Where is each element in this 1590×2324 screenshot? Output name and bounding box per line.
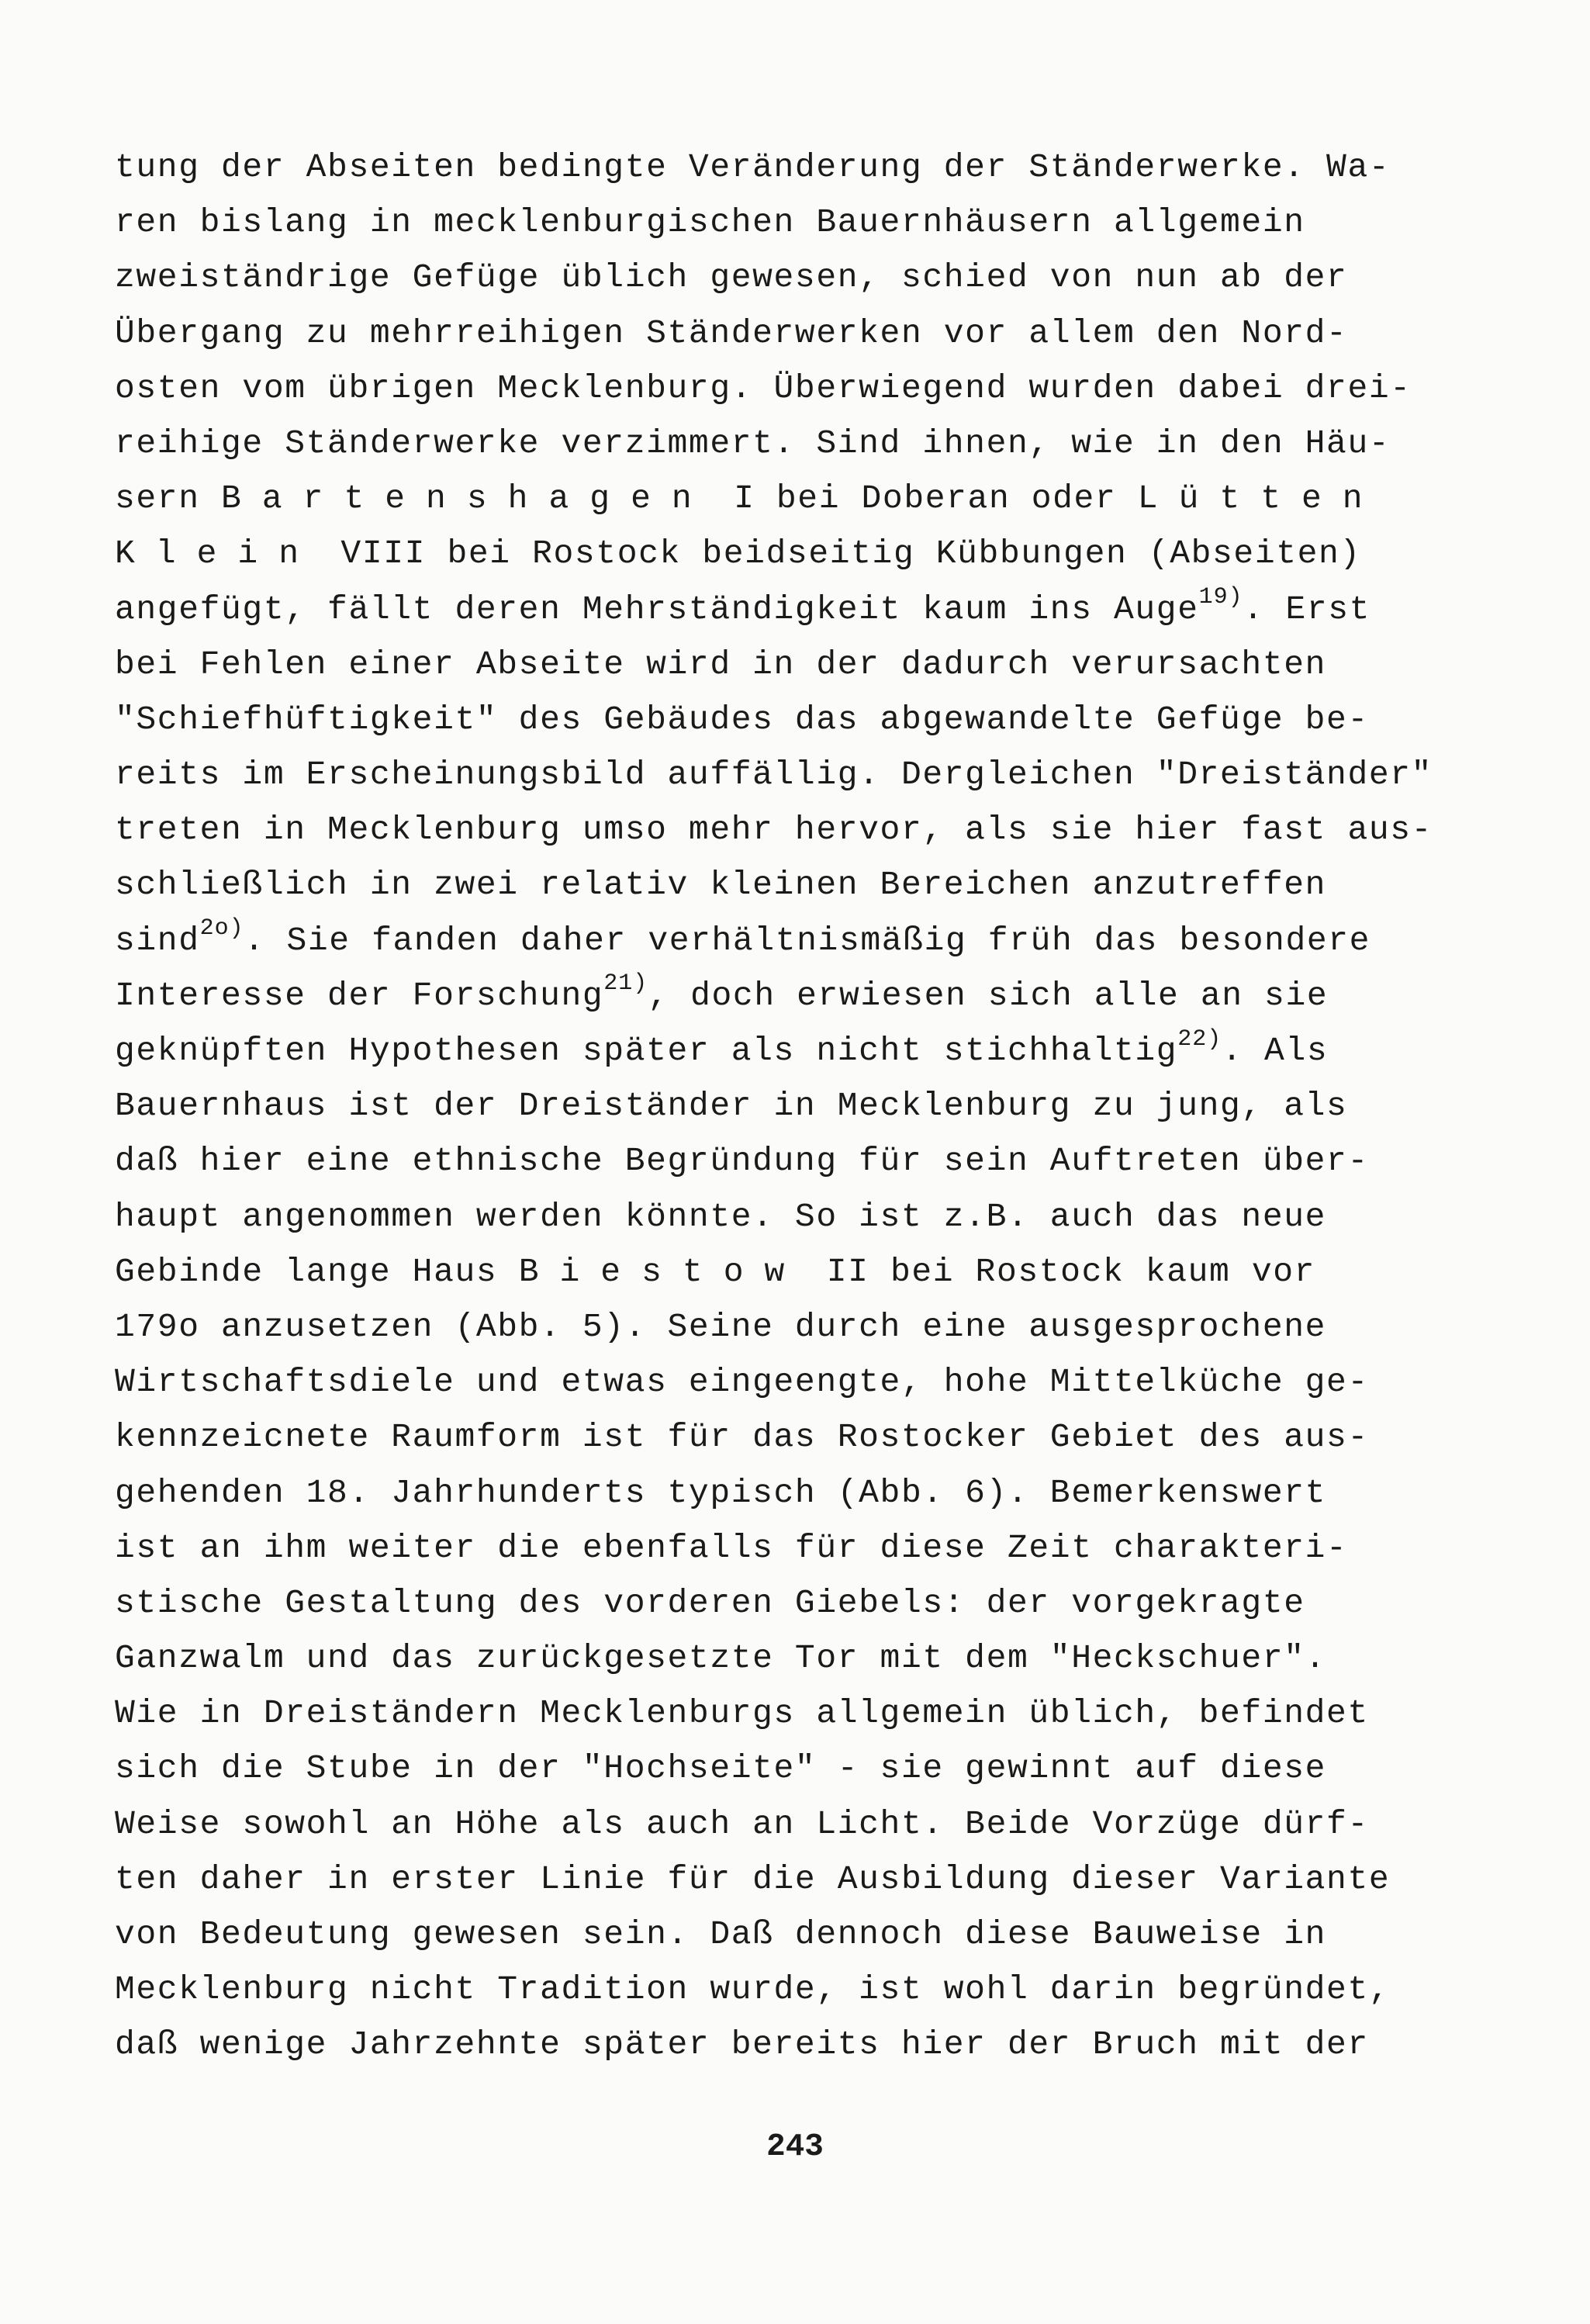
- footnote-reference: 19): [1198, 584, 1243, 611]
- text-line: [115, 306, 1511, 361]
- text-segment: Gebinde lange Haus: [115, 1252, 519, 1291]
- text-segment: "Schiefhüftigkeit" des Gebäudes das abgewandelte Gefüge be-: [115, 700, 1369, 738]
- text-segment: 179o anzusetzen (Abb. 5). Seine durch eine ausgesprochene: [115, 1307, 1327, 1346]
- text-line: [115, 1575, 1511, 1631]
- text-segment: kennzeicnete Raumform ist für das Rostocker Gebiet des aus-: [115, 1418, 1369, 1457]
- text-segment: zweiständrige Gefüge üblich gewesen, schied von nun ab der: [115, 258, 1348, 297]
- text-segment: tung der Abseiten bedingte Veränderung der Ständerwerke. Wa-: [115, 148, 1391, 186]
- text-segment: II bei Rostock kaum vor: [805, 1252, 1316, 1291]
- text-line: [115, 1962, 1511, 2017]
- text-line: [115, 1686, 1511, 1741]
- text-segment: sern: [115, 479, 222, 518]
- spaced-place-name: Bartenshagen: [221, 479, 713, 518]
- body-text: [115, 140, 1511, 2073]
- text-segment: sich die Stube in der "Hochseite" - sie gewinnt auf diese: [115, 1749, 1327, 1788]
- text-line: [115, 140, 1511, 195]
- text-line: [115, 471, 1511, 526]
- text-segment: gehenden 18. Jahrhunderts typisch (Abb. 6). Bemerkenswert: [115, 1473, 1327, 1512]
- text-line: [115, 1354, 1511, 1409]
- text-line: [115, 1852, 1511, 1907]
- text-line: [115, 1631, 1511, 1686]
- text-segment: , doch erwiesen sich alle an sie: [648, 976, 1329, 1015]
- text-segment: Wie in Dreiständern Mecklenburgs allgemein üblich, befindet: [115, 1694, 1369, 1733]
- text-segment: ist an ihm weiter die ebenfalls für diese Zeit charakteri-: [115, 1528, 1348, 1567]
- text-segment: . Als: [1222, 1032, 1329, 1070]
- spaced-place-name: Lütten: [1137, 479, 1384, 518]
- text-line: [115, 747, 1511, 802]
- text-line: [115, 1023, 1511, 1078]
- text-segment: VIII bei Rostock beidseitig Kübbungen (Abseiten): [320, 534, 1361, 573]
- text-segment: Bauernhaus ist der Dreiständer in Mecklenburg zu jung, als: [115, 1087, 1348, 1126]
- text-segment: Ganzwalm und das zurückgesetzte Tor mit dem "Heckschuer".: [115, 1639, 1327, 1678]
- text-segment: ren bislang in mecklenburgischen Bauernhäusern allgemein: [115, 203, 1305, 242]
- text-segment: treten in Mecklenburg umso mehr hervor, als sie hier fast aus-: [115, 811, 1433, 849]
- text-line: [115, 2017, 1511, 2072]
- text-line: [115, 1465, 1511, 1520]
- footnote-reference: 21): [603, 970, 648, 998]
- spaced-place-name: Klein: [115, 534, 320, 573]
- text-segment: Wirtschaftsdiele und etwas eingeengte, hohe Mittelküche ge-: [115, 1363, 1369, 1402]
- text-line: [115, 1741, 1511, 1796]
- text-line: [115, 250, 1511, 305]
- text-segment: reihige Ständerwerke verzimmert. Sind ihnen, wie in den Häu-: [115, 424, 1391, 462]
- text-line: [115, 1189, 1511, 1244]
- text-segment: schließlich in zwei relativ kleinen Bereichen anzutreffen: [115, 866, 1327, 904]
- text-line: [115, 1907, 1511, 1962]
- text-line: [115, 857, 1511, 912]
- footnote-reference: 2o): [199, 915, 244, 942]
- text-segment: von Bedeutung gewesen sein. Daß dennoch diese Bauweise in: [115, 1915, 1327, 1953]
- text-line: [115, 968, 1511, 1023]
- text-segment: reits im Erscheinungsbild auffällig. Dergleichen "Dreiständer": [115, 756, 1433, 794]
- text-segment: daß hier eine ethnische Begründung für sein Auftreten über-: [115, 1142, 1369, 1181]
- text-line: [115, 1520, 1511, 1575]
- text-segment: sind: [115, 921, 200, 960]
- text-line: [115, 582, 1511, 637]
- text-segment: ten daher in erster Linie für die Ausbildung dieser Variante: [115, 1859, 1391, 1898]
- text-segment: Mecklenburg nicht Tradition wurde, ist wohl darin begründet,: [115, 1970, 1391, 2009]
- spaced-place-name: Biestow: [518, 1252, 806, 1291]
- text-segment: haupt angenommen werden könnte. So ist z.B. auch das neue: [115, 1197, 1327, 1236]
- text-line: [115, 526, 1511, 581]
- text-segment: angefügt, fällt deren Mehrständigkeit kaum ins Auge: [115, 590, 1199, 628]
- text-segment: stische Gestaltung des vorderen Giebels: der vorgekragte: [115, 1583, 1305, 1622]
- text-line: [115, 195, 1511, 250]
- text-line: [115, 1244, 1511, 1299]
- text-line: [115, 416, 1511, 471]
- text-segment: bei Fehlen einer Abseite wird in der dadurch verursachten: [115, 645, 1327, 683]
- text-line: [115, 1409, 1511, 1465]
- text-segment: Übergang zu mehrreihigen Ständerwerken vor allem den Nord-: [115, 313, 1348, 352]
- text-segment: . Sie fanden daher verhältnismäßig früh das besondere: [244, 921, 1371, 960]
- text-line: [115, 802, 1511, 857]
- page-number: 243: [766, 2129, 824, 2165]
- text-line: [115, 637, 1511, 692]
- text-line: [115, 913, 1511, 968]
- text-segment: Weise sowohl an Höhe als auch an Licht. Beide Vorzüge dürf-: [115, 1804, 1369, 1843]
- text-segment: daß wenige Jahrzehnte später bereits hier der Bruch mit der: [115, 2025, 1369, 2064]
- text-segment: geknüpften Hypothesen später als nicht stichhaltig: [115, 1032, 1178, 1070]
- text-line: [115, 692, 1511, 747]
- text-line: [115, 361, 1511, 416]
- footnote-reference: 22): [1177, 1025, 1222, 1053]
- text-line: [115, 1797, 1511, 1852]
- text-segment: . Erst: [1243, 590, 1371, 628]
- text-segment: osten vom übrigen Mecklenburg. Überwiegend wurden dabei drei-: [115, 368, 1412, 407]
- text-line: [115, 1078, 1511, 1133]
- text-segment: I bei Doberan oder: [712, 479, 1138, 518]
- text-segment: Interesse der Forschung: [115, 976, 604, 1015]
- text-line: [115, 1299, 1511, 1354]
- text-line: [115, 1133, 1511, 1188]
